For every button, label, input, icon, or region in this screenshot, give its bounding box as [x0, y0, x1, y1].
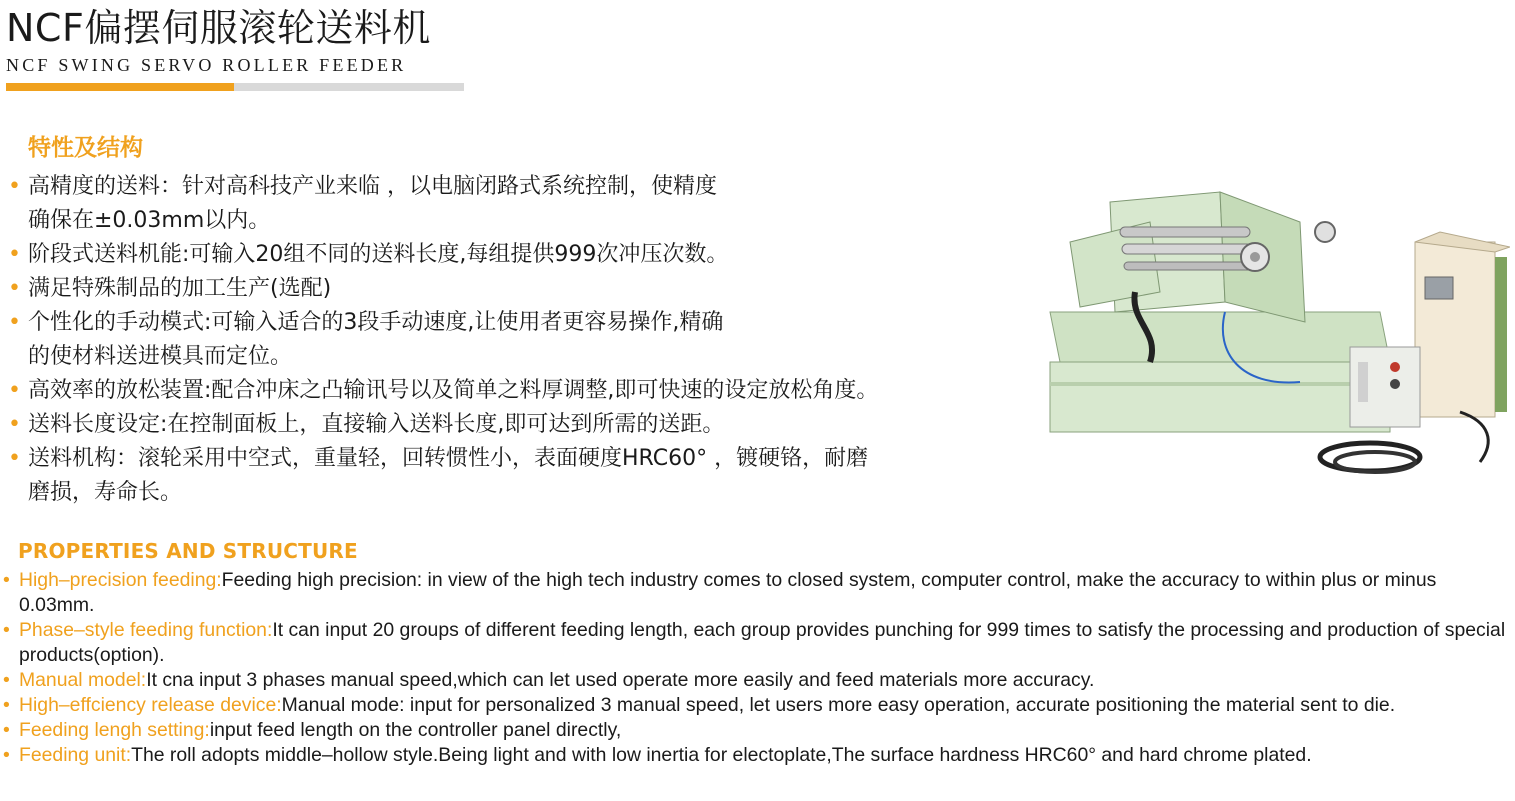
bullet-icon: • — [8, 310, 21, 335]
en-feature-text: It cna input 3 phases manual speed,which can let used operate more easily and feed materials more accuracy. — [146, 669, 1095, 691]
bullet-icon: • — [3, 669, 10, 691]
bullet-icon: • — [3, 744, 10, 766]
zh-feature-line: 高精度的送料：针对高科技产业来临 ，以电脑闭路式系统控制，使精度 — [28, 174, 717, 199]
en-feature-text: Feeding high precision: in view of the high tech industry comes to closed system, computer control, make the accuracy to within plus or minus 0.03mm. — [19, 569, 1437, 616]
bullet-icon: • — [8, 378, 21, 403]
title-underline-accent — [6, 83, 234, 91]
en-feature-label: Manual model: — [19, 669, 147, 691]
zh-feature-line: 送料长度设定:在控制面板上，直接输入送料长度,即可达到所需的送距。 — [28, 412, 725, 437]
zh-feature-line: 的使材料送进模具而定位。 — [28, 344, 293, 369]
bullet-icon: • — [8, 412, 21, 437]
zh-feature-line: 送料机构：滚轮采用中空式，重量轻，回转惯性小，表面硬度HRC60° ，镀硬铬，耐磨 — [28, 446, 869, 471]
en-feature-label: High–effciency release device: — [19, 694, 282, 716]
bullet-icon: • — [3, 719, 10, 741]
en-feature-label: Phase–style feeding function: — [19, 619, 273, 641]
zh-feature-line: 阶段式送料机能:可输入20组不同的送料长度,每组提供999次冲压次数。 — [28, 242, 729, 267]
zh-feature-line: 个性化的手动模式:可输入适合的3段手动速度,让使用者更容易操作,精确 — [28, 310, 724, 335]
zh-feature-line: 确保在±0.03mm以内。 — [28, 208, 271, 233]
zh-feature-line: 高效率的放松装置:配合冲床之凸输讯号以及简单之料厚调整,即可快速的设定放松角度。 — [28, 378, 879, 403]
en-feature-text: Manual mode: input for personalized 3 manual speed, let users more easy operation, accurate positioning the material sent to die. — [281, 694, 1396, 716]
en-feature-text: It can input 20 groups of different feeding length, each group provides punching for 999 times to satisfy the processing and production of special products(option). — [19, 619, 1506, 666]
zh-feature-item — [8, 272, 1053, 306]
en-feature-text: The roll adopts middle–hollow style.Being light and with low inertia for electoplate,The surface hardness HRC60° and hard chrome plated. — [131, 744, 1312, 766]
zh-feature-item — [8, 442, 1053, 510]
en-feature-label: Feeding unit: — [19, 744, 132, 766]
title-underline — [6, 83, 464, 91]
zh-feature-item — [8, 238, 1053, 272]
zh-feature-item — [8, 306, 1053, 374]
page-title-zh: NCF偏摆伺服滚轮送料机 — [6, 6, 431, 50]
en-feature-item — [3, 718, 1508, 743]
zh-feature-item — [8, 374, 1053, 408]
bullet-icon: • — [8, 242, 21, 267]
en-section-heading: PROPERTIES AND STRUCTURE — [18, 539, 358, 563]
bullet-icon: • — [8, 276, 21, 301]
en-feature-item — [3, 568, 1508, 618]
bullet-icon: • — [8, 174, 21, 199]
en-feature-list — [3, 568, 1508, 768]
zh-feature-item — [8, 170, 1053, 238]
zh-feature-list — [8, 170, 1053, 510]
page-title-en: NCF SWING SERVO ROLLER FEEDER — [6, 55, 407, 75]
bullet-icon: • — [3, 569, 10, 591]
en-feature-item — [3, 618, 1508, 668]
zh-feature-line: 磨损，寿命长。 — [28, 480, 183, 505]
bullet-icon: • — [3, 619, 10, 641]
en-feature-label: High–precision feeding: — [19, 569, 222, 591]
bullet-icon: • — [3, 694, 10, 716]
zh-feature-line: 满足特殊制品的加工生产(选配) — [28, 276, 332, 301]
zh-section-heading: 特性及结构 — [28, 135, 143, 161]
zh-feature-item — [8, 408, 1053, 442]
en-feature-item — [3, 743, 1508, 768]
en-feature-label: Feeding lengh setting: — [19, 719, 210, 741]
bullet-icon: • — [8, 446, 21, 471]
roller-feeder-machine-image — [1040, 172, 1510, 492]
en-feature-item — [3, 668, 1508, 693]
en-feature-text: input feed length on the controller panel directly, — [209, 719, 622, 741]
en-feature-item — [3, 693, 1508, 718]
